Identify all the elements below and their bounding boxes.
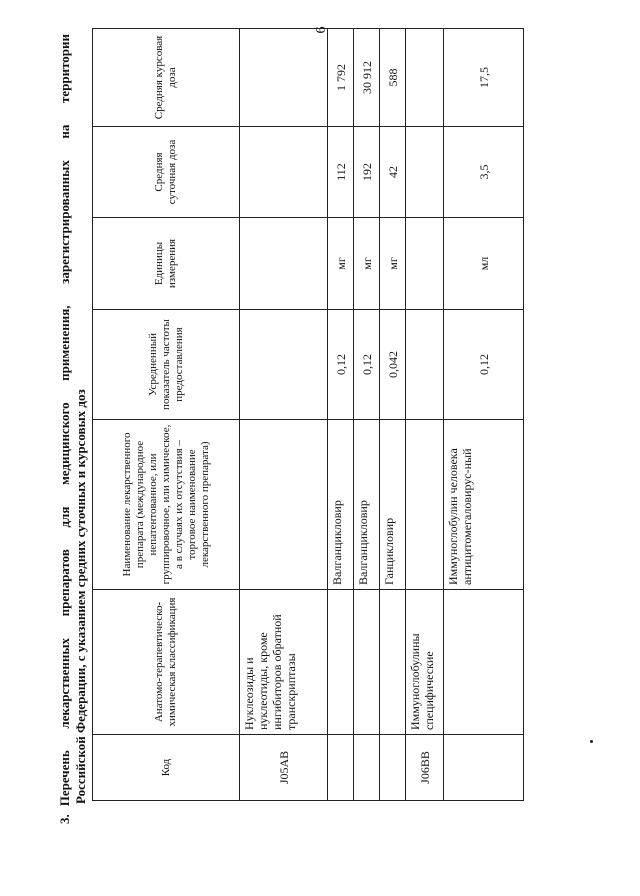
atc-cell: Нуклеозиды и нуклеотиды, кроме ингибиторов обратной транскриптазы xyxy=(240,590,328,735)
drug-name-cell: Ганцикловир xyxy=(380,420,406,590)
drug-name-cell: Иммуноглобулин человека антицитомегаловирус-ный xyxy=(444,420,524,590)
section-number: 3. xyxy=(57,814,72,824)
code-cell: J05AB xyxy=(240,735,328,801)
atc-cell xyxy=(380,590,406,735)
table-row xyxy=(380,29,406,801)
code-cell xyxy=(380,735,406,801)
unit-cell: мг xyxy=(354,218,380,310)
table-row xyxy=(240,29,328,801)
daily-dose-cell xyxy=(406,127,444,218)
unit-cell xyxy=(240,218,328,310)
frequency-cell: 0,042 xyxy=(380,310,406,420)
code-cell xyxy=(354,735,380,801)
course-dose-cell: 1 792 xyxy=(328,29,354,127)
atc-cell xyxy=(354,590,380,735)
heading-line-1 xyxy=(57,34,73,824)
code-cell xyxy=(328,735,354,801)
column-header-frequency: Усредненный показатель частоты предоставления xyxy=(93,310,240,420)
drug-dose-table xyxy=(92,28,524,801)
course-dose-cell: 17,5 xyxy=(444,29,524,127)
frequency-cell xyxy=(406,310,444,420)
frequency-cell: 0,12 xyxy=(354,310,380,420)
atc-cell xyxy=(328,590,354,735)
frequency-cell: 0,12 xyxy=(328,310,354,420)
scan-speck xyxy=(590,740,593,743)
heading-line-2: Российской Федерации, с указанием средних суточных и курсовых доз xyxy=(73,389,88,804)
code-cell xyxy=(444,735,524,801)
unit-cell: мг xyxy=(380,218,406,310)
column-header-daily-dose: Средняя суточная доза xyxy=(93,127,240,218)
course-dose-cell xyxy=(240,29,328,127)
drug-name-cell xyxy=(240,420,328,590)
daily-dose-cell: 192 xyxy=(354,127,380,218)
table-row xyxy=(354,29,380,801)
column-header-atc: Анатомо-терапевтическо-химическая классификация xyxy=(93,590,240,735)
atc-cell xyxy=(444,590,524,735)
table-row xyxy=(328,29,354,801)
table-header-row xyxy=(93,29,240,801)
section-heading xyxy=(57,34,89,824)
column-header-course-dose: Средняя курсовая доза xyxy=(93,29,240,127)
course-dose-cell: 30 912 xyxy=(354,29,380,127)
unit-cell: мг xyxy=(328,218,354,310)
drug-name-cell: Валганцикловир xyxy=(328,420,354,590)
daily-dose-cell: 112 xyxy=(328,127,354,218)
column-header-unit: Единицы измерения xyxy=(93,218,240,310)
frequency-cell xyxy=(240,310,328,420)
code-cell: J06BB xyxy=(406,735,444,801)
unit-cell: мл xyxy=(444,218,524,310)
drug-name-cell xyxy=(406,420,444,590)
course-dose-cell: 588 xyxy=(380,29,406,127)
table-row xyxy=(406,29,444,801)
drug-name-cell: Валганцикловир xyxy=(354,420,380,590)
unit-cell xyxy=(406,218,444,310)
atc-cell: Иммуноглобулины специфические xyxy=(406,590,444,735)
table-row xyxy=(444,29,524,801)
course-dose-cell xyxy=(406,29,444,127)
daily-dose-cell: 42 xyxy=(380,127,406,218)
daily-dose-cell: 3,5 xyxy=(444,127,524,218)
heading-text-1: Перечень лекарственных препаратов для медицинского применения, зарегистрированных на территории xyxy=(57,34,72,807)
page-number: 6 xyxy=(314,26,329,34)
frequency-cell: 0,12 xyxy=(444,310,524,420)
column-header-drug-name: Наименование лекарственного препарата (международное непатентованное, или группировочное, или химическое, а в случаях их отсутствия – торговое наименование лекарственного препарата) xyxy=(93,420,240,590)
daily-dose-cell xyxy=(240,127,328,218)
column-header-code: Код xyxy=(93,735,240,801)
